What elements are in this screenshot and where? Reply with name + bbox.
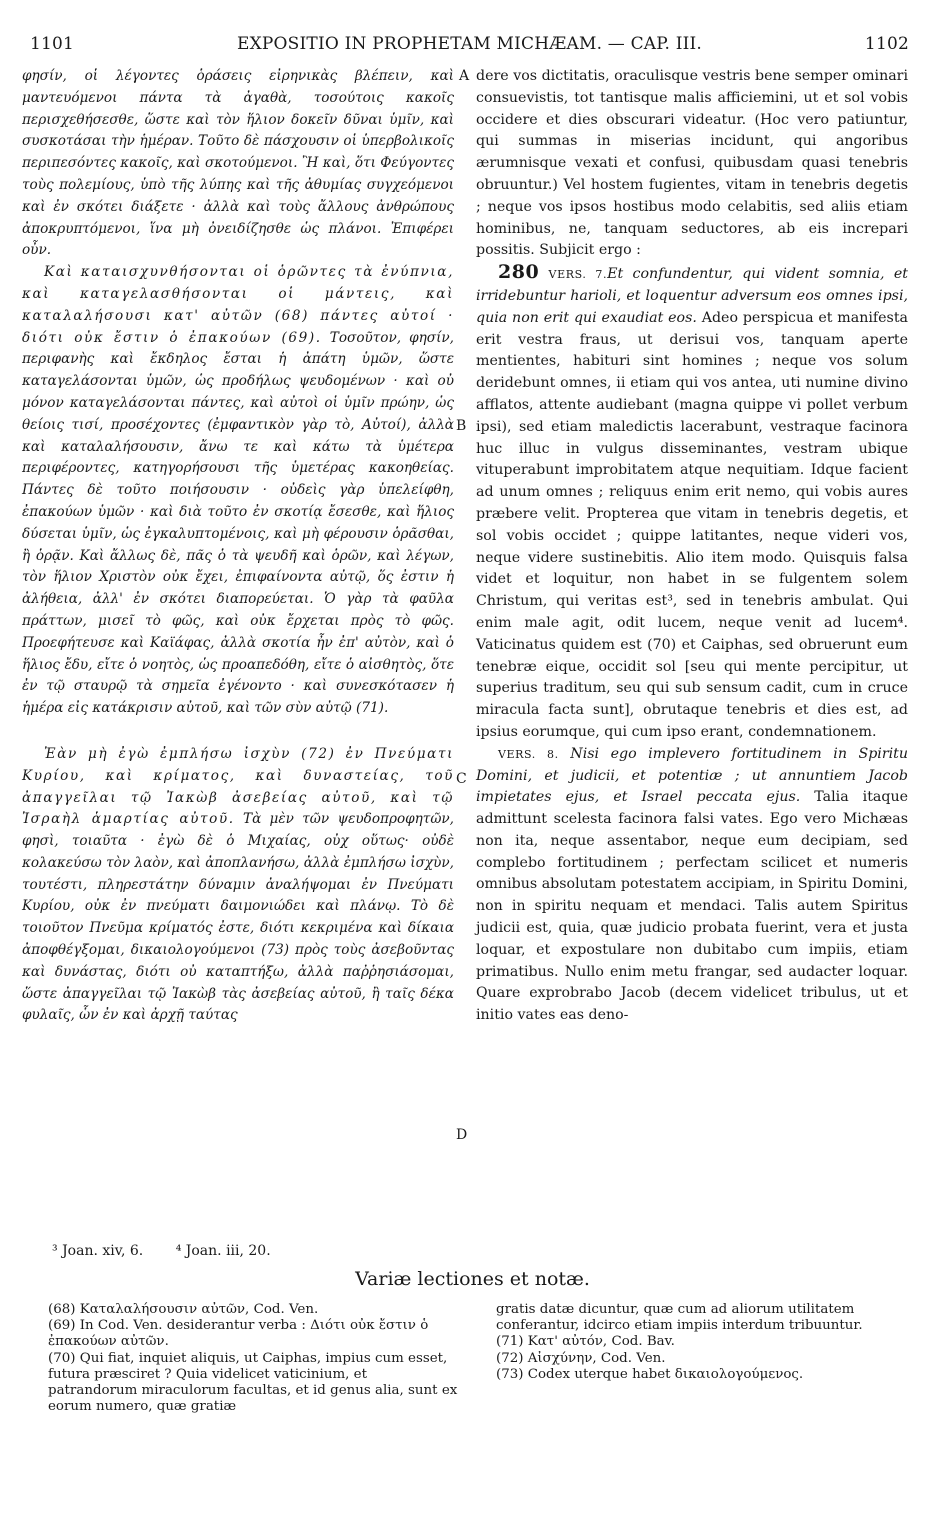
running-title: EXPOSITIO IN PROPHETAM MICHÆAM. — CAP. III. (236, 34, 703, 54)
note-73: (73) Codex uterque habet δικαιολογούμενος. (496, 1366, 804, 1382)
notes-left-column (48, 1302, 460, 1415)
notes-right-column (496, 1302, 908, 1383)
footnote-3: ³ Joan. xiv, 6. (52, 1243, 144, 1259)
footnote-4: ⁴ Joan. iii, 20. (175, 1243, 271, 1259)
greek-column (22, 66, 454, 1027)
greek-verse-7: Καὶ καταισχυνθήσονται οἱ ὁρῶντες τὰ ἐνύπνια, καὶ καταγελασθήσονται οἱ μάντεις, καὶ καταλαλήσουσι κατ' αὐτῶν (68) πάντες αὐτοί · διότι οὐκ ἔστιν ὁ ἐπακούων (69). (22, 264, 454, 346)
verse-label-7: VERS. 7. (548, 268, 608, 282)
margin-letter-a: A (459, 68, 470, 84)
latin-verse-7: Et confundentur, qui vident somnia, et irridebuntur harioli, et loquentur adversum eos omnes ipsi, quia non erit qui exaudiat eos. (476, 266, 908, 326)
margin-letter-b: B (456, 418, 467, 434)
latin-commentary-8: Talia itaque admittunt scelesta facinora falsi vates. Ego vero Michæas non ita, neque assentabor, neque eum decipiam, sed complebo fortitudinem ; perfectam scilicet et numeris omnibus absolutam potestatem accipiam, in Spiritu Domini, non in spiritu nequam et mendaci. Talis autem Spiritus judicii est, quia, quæ judicio probata fuerint, vera et justa loquar, et expostulare non dubitabo cum impiis, etiam primatibus. Nullo enim metu frangar, sed audacter loquar. Quare exprobrabo Jacob (decem videlicet tribulus, ut et initio vates eas deno- (476, 789, 908, 1024)
verse-label-8: VERS. 8. (498, 747, 559, 761)
note-69: (69) In Cod. Ven. desiderantur verba : Διότι οὐκ ἔστιν ὁ ἐπακούων αὐτῶν. (48, 1318, 429, 1350)
note-70-continued: gratis datæ dicuntur, quæ cum ad aliorum utilitatem conferantur, idcirco etiam impiis interdum tribuuntur. (496, 1302, 863, 1334)
greek-commentary-7: Τοσοῦτον, φησίν, περιφανὴς καὶ ἔκδηλος ἔσται ἡ ἀπάτη ὑμῶν, ὥστε καταγελάσονται ὑμῶν, ὡς προδήλως ψευδομένων · καὶ οὐ μόνον καταγελάσονται πάντες, καὶ αὐτοὶ οἱ ὑμῖν πρώην, ὡς θείοις τισί, προσέχοντες (ἐμφαντικὸν γὰρ τὸ, Αὐτοί), ἀλλὰ καὶ καταλαλήσουσιν, ἄνω τε καὶ κάτω τὰ ὑμέτερα περιφέροντες, κατηγορήσουσι τῆς ὑμετέρας κακοηθείας. Πάντες δὲ τοῦτο ποιήσουσιν · οὐδεὶς γὰρ ὑπελείφθη, ἐπακούων ὑμῶν · καὶ διὰ τοῦτο ἐν σκοτίᾳ ἔσεσθε, καὶ ἥλιος δύσεται ὑμῖν, ὡς ἐγκαλυπτομένοις, καὶ μὴ φέρουσιν ὁρᾶσθαι, ἢ ὁρᾷν. Καὶ ἄλλως δὲ, πᾶς ὁ τὰ ψευδῆ καὶ ὁρῶν, καὶ λέγων, τὸν ἥλιον Χριστὸν οὐκ ἔχει, ἐπιφαίνοντα αὐτῷ, ὅς ἐστιν ἡ ἀλήθεια, ἀλλ' ἐν σκότει διαπορεύεται. Ὁ γὰρ τὰ φαῦλα πράττων, μισεῖ τὸ φῶς, καὶ οὐκ ἔρχεται πρὸς τὸ φῶς. Προεφήτευσε καὶ Καϊάφας, ἀλλὰ σκοτία ἦν ἐπ' αὐτὸν, καὶ ὁ ἥλιος ἔδυ, εἴτε ὁ νοητὸς, ὡς προαπεδόθη, εἴτε ὁ αἰσθητὸς, ὅτε ἐν τῷ σταυρῷ τὰ σημεῖα ἐγένοντο · καὶ συνεσκότασεν ἡ ἡμέρα εἰς κατάκρισιν αὐτοῦ, καὶ τῶν σὺν αὐτῷ (71). (22, 329, 454, 717)
latin-paragraph-1: dere vos dictitatis, oraculisque vestris bene semper ominari consuevistis, tot tantisque malis afficiemini, ut et sol vobis occidere et dies obscurari videatur. (Hoc vero patiuntur, qui summas in miserias incidunt, qui angoribus ærumnisque vexati et confusi, quibusdam quasi tenebris obruuntur.) Vel hostem fugientes, vitam in tenebris degetis ; neque vos ipsos hostibus modo celabitis, sed aliis etiam hominibus, ne, tanquam seductores, ab eis increpari possitis. Subjicit ergo : (476, 68, 908, 259)
latin-verse-8: Nisi ego implevero fortitudinem in Spiritu Domini, et judicii, et potentiæ ; ut annuntiem Jacob impietates ejus, et Israel peccata ejus. (476, 745, 908, 806)
footnote-references (52, 1243, 299, 1259)
greek-verse-8: Ἐὰν μὴ ἐγὼ ἐμπλήσω ἰσχὺν (72) ἐν Πνεύματι Κυρίου, καὶ κρίματος, καὶ δυναστείας, τοῦ ἀπαγγεῖλαι τῷ Ἰακὼβ ἀσεβείας αὐτοῦ, καὶ τῷ Ἰσραὴλ ἁμαρτίας αὐτοῦ. (22, 745, 454, 828)
latin-column (476, 66, 908, 1027)
note-68: (68) Καταλαλήσουσιν αὐτῶν, Cod. Ven. (48, 1302, 319, 1317)
note-72: (72) Αἰσχύνην, Cod. Ven. (496, 1350, 666, 1366)
page-header (30, 34, 909, 56)
margin-letter-c: C (456, 771, 467, 787)
page-number-right: 1102 (864, 34, 909, 54)
latin-commentary-7: Adeo perspicua et manifesta erit vestra fraus, ut derisui vos, tanquam aperte mentientes, habituri sint homines ; neque vos solum deridebunt omnes, ii etiam qui vos antea, uti numine divino afflatos, attente audiebant (magna quippe vi pollet verbum ipsi), sed etiam maledictis lacerabunt, vestraque facinora huc illuc in vulgus disseminantes, vestram ubique vituperabunt improbitatem atque nequitiam. Idque facient ad unum omnes ; reliquus enim erit nemo, qui vobis aures præbere velit. Propterea que vitam in tenebris degetis, et sol vobis occidet ; quippe latitantes, neque videri vos, neque videre sustinebitis. Alio item modo. Quisquis falsa videt et loquitur, non habet in se fulgentem solem Christum, qui veritas est³, sed in tenebris ambulat. Qui enim male agit, odit lucem, neque venit ad lucem⁴. Vaticinatus quidem est (70) et Caiphas, sed obruerunt eum tenebræ eique, occidit sol [seu qui mente percipitur, ut superius traditum, seu qui sub sensum cadit, cum in cruce miracula facta sunt], obrutaque tenebris et dies est, ad ipsius eorumque, qui cum ipso erant, condemnationem. (476, 309, 908, 740)
greek-paragraph-1: φησίν, οἱ λέγοντες ὁράσεις εἰρηνικὰς βλέπειν, καὶ μαντευόμενοι πάντα τὰ ἀγαθὰ, τοσούτοις κακοῖς περισχεθήσεσθε, ὥστε καὶ τὸν ἥλιον δοκεῖν δῦναι ὑμῖν, καὶ συσκοτάσαι τὴν ἡμέραν. Τοῦτο δὲ πάσχουσιν οἱ ὑπερβολικοῖς περιπεσόντες κακοῖς, καὶ σκοτούμενοι. Ἢ καὶ, ὅτι Φεύγοντες τοὺς πολεμίους, ὑπὸ τῆς λύπης καὶ τῆς ἀθυμίας συγχεόμενοι καὶ ἐν σκότει διάξετε · ἀλλὰ καὶ τοὺς ἄλλους ἀνθρώπους ἀποκρυπτόμενοι, ἵνα μὴ ὀνειδίζησθε ὡς πλάνοι. Ἐπιφέρει οὖν. (22, 68, 454, 259)
margin-letter-d: D (456, 1127, 468, 1143)
note-71: (71) Κατ' αὐτόν, Cod. Bav. (496, 1334, 675, 1350)
note-70: (70) Qui fiat, inquiet aliquis, ut Caiphas, impius cum esset, futura præsciret ? Quia videlicet vaticinium, et patrandorum miraculorum facultas, et id genus alia, sunt ex eorum numero, quæ gratiæ (48, 1350, 458, 1415)
greek-paragraph-2 (22, 262, 454, 720)
latin-paragraph-2 (476, 262, 908, 744)
notes-title: Variæ lectiones et notæ. (355, 1268, 590, 1290)
column-number-280: 280 (498, 261, 540, 284)
page-number-left: 1101 (30, 34, 75, 54)
greek-commentary-8: Τὰ μὲν τῶν ψευδοπροφητῶν, φησὶ, τοιαῦτα · ἐγὼ δὲ ὁ Μιχαίας, οὐχ οὕτως· οὐδὲ κολακεύσω τὸν λαὸν, καὶ ἀποπλανήσω, ἀλλὰ ἐμπλήσω ἰσχὺν, τουτέστι, πληρεστάτην δύναμιν ἀναλήψομαι ἐν Πνεύματι Κυρίου, οὐκ ἐν πνεύματι δαιμονιώδει καὶ πλάνῳ. Τὸ δὲ τοιοῦτον Πνεῦμα κρίματός ἐστε, διότι κεκριμένα καὶ δίκαια ἀποφθέγξομαι, δικαιολογούμενοι (73) πρὸς τοὺς ἀσεβοῦντας καὶ δυνάστας, διότι οὐ καταπτήξω, ἀλλὰ παῤῥησιάσομαι, ὥστε ἀπαγγεῖλαι τῷ Ἰακὼβ τὰς ἀσεβείας αὐτοῦ, ἢ ταῖς δέκα φυλαῖς, ὧν ἐν καὶ ἀρχῇ ταύτας (22, 811, 454, 1024)
latin-paragraph-3 (476, 744, 908, 1027)
greek-paragraph-3 (22, 744, 454, 1027)
